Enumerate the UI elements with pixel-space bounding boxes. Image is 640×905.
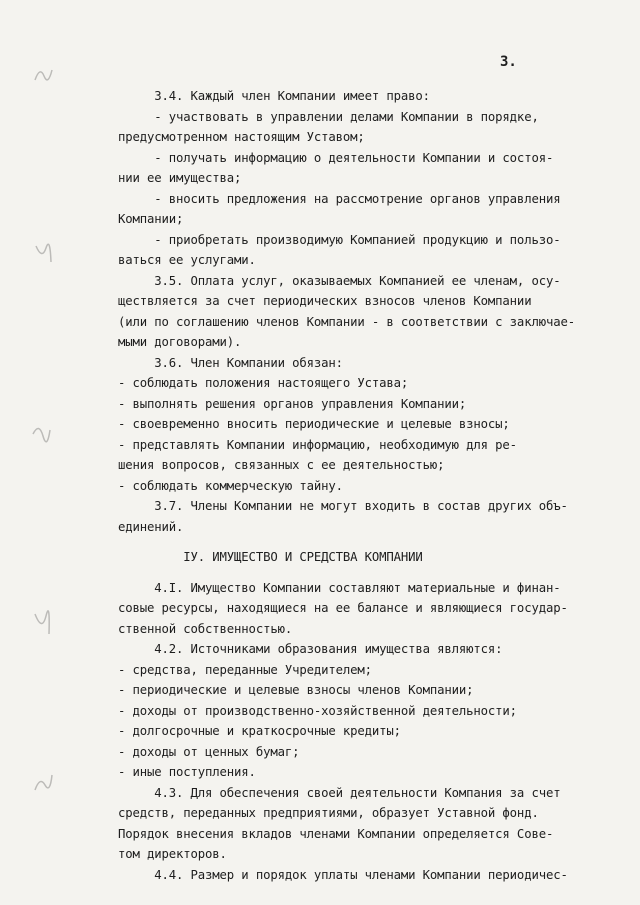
text-line: 3.6. Член Компании обязан:: [118, 355, 343, 370]
text-line: (или по соглашению членов Компании - в соответствии с заключае-: [118, 314, 575, 329]
text-line: единений.: [118, 519, 184, 534]
text-line: Компании;: [118, 212, 184, 226]
text-line: Порядок внесения вкладов членами Компании определяется Сове-: [118, 826, 554, 841]
text-line: - соблюдать коммерческую тайну.: [118, 478, 343, 493]
text-line: - средства, переданные Учредителем;: [118, 662, 372, 677]
text-line: 3.7. Члены Компании не могут входить в состав других объ-: [118, 499, 568, 513]
text-line: мыми договорами).: [118, 335, 242, 349]
section-heading: IУ. ИМУЩЕСТВО И СРЕДСТВА КОМПАНИИ: [118, 550, 423, 564]
text-line: - получать информацию о деятельности Компании и состоя-: [118, 150, 554, 165]
text-line: - доходы от производственно-хозяйственной деятельности;: [118, 703, 517, 718]
text-line: [118, 568, 604, 578]
text-line: 4.3. Для обеспечения своей деятельности Компания за счет: [118, 785, 561, 800]
text-line: совые ресурсы, находящиеся на ее балансе и являющиеся государ-: [118, 601, 568, 615]
text-line: - доходы от ценных бумаг;: [118, 744, 300, 759]
text-line: 4.2. Источниками образования имущества являются:: [118, 642, 503, 656]
text-line: ществляется за счет периодических взносов членов Компании: [118, 294, 532, 308]
margin-mark-icon: [32, 62, 54, 88]
document-body: [118, 86, 604, 885]
text-line: 4.I. Имущество Компании составляют материальные и финан-: [118, 580, 561, 595]
text-line: шения вопросов, связанных с ее деятельностью;: [118, 458, 445, 472]
text-line: ваться ее услугами.: [118, 253, 256, 267]
text-line: - периодические и целевые взносы членов Компании;: [118, 683, 474, 697]
text-line: - долгосрочные и краткосрочные кредиты;: [118, 724, 401, 738]
text-line: 4.4. Размер и порядок уплаты членами Компании периодичес-: [118, 867, 568, 882]
text-line: ственной собственностью.: [118, 621, 293, 636]
text-line: - выполнять решения органов управления Компании;: [118, 396, 467, 411]
text-line: [118, 537, 604, 547]
text-line: том директоров.: [118, 847, 227, 861]
text-line: 3.4. Каждый член Компании имеет право:: [118, 89, 430, 103]
margin-mark-icon: [32, 770, 54, 796]
text-line: предусмотренном настоящим Уставом;: [118, 130, 365, 144]
margin-mark-icon: [32, 240, 54, 266]
text-line: средств, переданных предприятиями, образует Уставной фонд.: [118, 806, 539, 820]
text-line: - представлять Компании информацию, необходимую для ре-: [118, 437, 517, 452]
text-line: - участвовать в управлении делами Компании в порядке,: [118, 109, 539, 124]
text-line: - вносить предложения на рассмотрение органов управления: [118, 191, 561, 206]
margin-mark-icon: [30, 610, 52, 636]
text-line: - иные поступления.: [118, 765, 256, 779]
page-number: 3.: [500, 54, 517, 70]
text-line: - своевременно вносить периодические и целевые взносы;: [118, 417, 510, 431]
text-line: - приобретать производимую Компанией продукцию и пользо-: [118, 232, 561, 247]
margin-mark-icon: [30, 420, 52, 446]
text-line: нии ее имущества;: [118, 171, 242, 185]
text-line: - соблюдать положения настоящего Устава;: [118, 376, 409, 390]
text-line: 3.5. Оплата услуг, оказываемых Компанией ее членам, осу-: [118, 273, 561, 288]
